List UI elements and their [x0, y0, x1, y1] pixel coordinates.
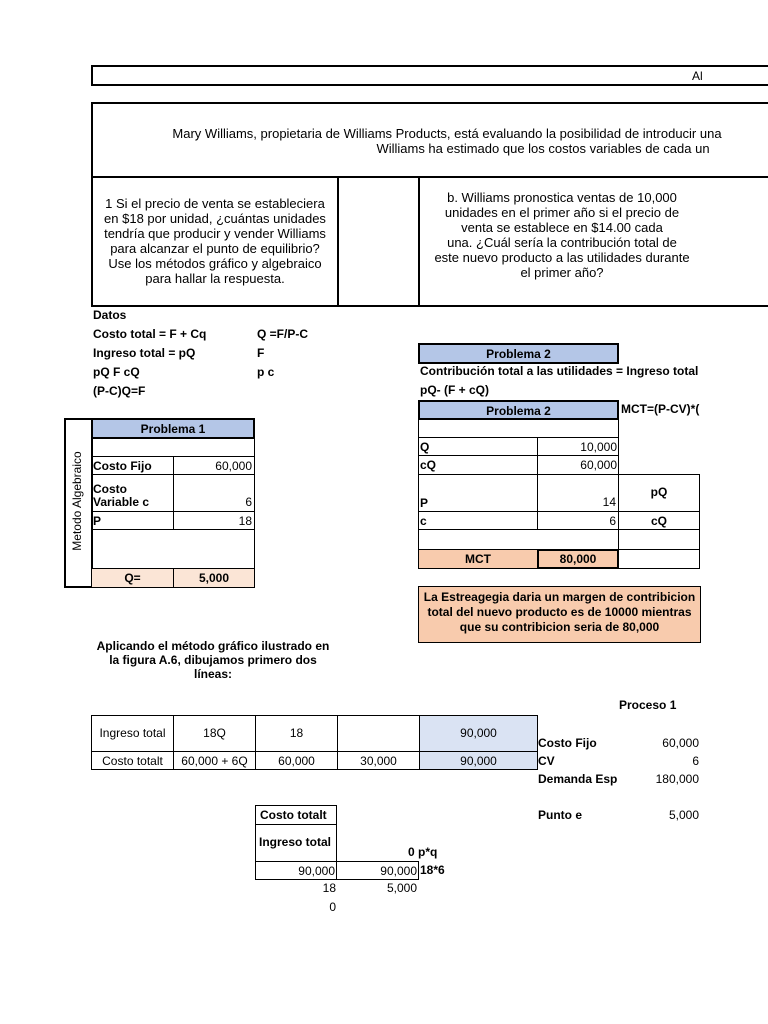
problema2b-p-label-cell: P — [418, 474, 538, 512]
bottom-v2-cell: 90,000 — [336, 861, 419, 880]
lineas-r1-c5: 90,000 — [419, 715, 538, 752]
problema1-q: 5,000 — [198, 571, 230, 585]
punto-label: Punto e — [538, 808, 582, 822]
bottom-v1-cell: 90,000 — [255, 861, 337, 880]
problema2b-c: 6 — [609, 514, 616, 528]
problema2b-p-cell — [537, 474, 619, 512]
problema1-p-label-cell: P — [91, 511, 174, 530]
problema1-q-label-cell: Q= — [91, 568, 174, 588]
problema2b-mct-label-cell: MCT — [418, 549, 538, 569]
metodo-label-box — [64, 418, 93, 588]
proceso-row-3-value: 180,000 — [655, 772, 699, 786]
problema2b-title: Problema 2 — [418, 400, 619, 420]
proceso-row-1-label: Costo Fijo — [538, 736, 597, 750]
question-empty-box — [337, 176, 420, 307]
problema2b-mct: 80,000 — [559, 552, 597, 566]
datos-row-1-a: Costo total = F + Cq — [93, 327, 207, 341]
proceso-title: Proceso 1 — [619, 698, 677, 712]
lineas-r2-c5: 90,000 — [419, 751, 538, 770]
lineas-r2-c3: 60,000 — [255, 751, 338, 770]
problema2b-q-cell — [537, 437, 619, 456]
lineas-r2-c2: 60,000 + 6Q — [173, 751, 256, 770]
intro-box — [91, 102, 768, 178]
side-blank-1 — [618, 529, 700, 550]
bottom-costo-cell: Costo totalt — [255, 805, 337, 825]
problema1-costo-var: 6 — [245, 495, 252, 509]
problema2b-blank-row — [418, 419, 619, 438]
problema1-blank-row — [91, 438, 255, 457]
datos-title: Datos — [93, 308, 127, 322]
problema2b-mct-cell — [537, 549, 619, 569]
question-b-text: b. Williams pronostica ventas de 10,000 unidades en el primer año si el precio de venta se establece en $14.00 cada una. ¿Cuál sería la contribución total de este nuevo producto a las utilidades durante el primer año? — [434, 190, 690, 280]
datos-row-2-a: Ingreso total = pQ — [93, 346, 196, 360]
problema2b-cq: 60,000 — [580, 458, 617, 472]
lineas-r1-c2: 18Q — [173, 715, 256, 752]
question-1-box — [91, 176, 339, 307]
contribucion-line-1: Contribución total a las utilidades = Ingreso total — [420, 364, 699, 378]
side-cq-cell: cQ — [618, 511, 700, 530]
bottom-v4: 18 — [322, 881, 336, 895]
datos-row-2-b: F — [257, 346, 265, 360]
proceso-row-2-value: 6 — [692, 754, 699, 768]
problema1-p-cell — [173, 511, 255, 530]
intro-line-1: Mary Williams, propietaria de Williams Products, está evaluando la posibilidad de introducir una — [172, 126, 722, 141]
problema2b-p: 14 — [602, 495, 616, 509]
problema2b-cq-cell — [537, 455, 619, 475]
proceso-row-3-label: Demanda Esp — [538, 772, 618, 786]
bottom-ingreso-cell: Ingreso total — [255, 824, 337, 862]
bottom-opq: 0 p*q — [408, 845, 438, 859]
datos-row-1-b: Q =F/P-C — [257, 327, 309, 341]
problema2b-formula: MCT=(P-CV)*( — [621, 402, 700, 416]
problema2a-title: Problema 2 — [418, 343, 619, 364]
problema2b-c-cell — [537, 511, 619, 530]
problema1-costo-var-cell — [173, 474, 255, 512]
note-text: La Estreagegia daria un margen de contribicion total del nuevo producto es de 10000 mientras que su contribicion seria de 80,000 — [423, 590, 696, 634]
problema2b-q: 10,000 — [580, 440, 617, 454]
problema1-p: 18 — [238, 514, 252, 528]
side-blank-2 — [618, 549, 700, 569]
question-1-text: 1 Si el precio de venta se estableciera en $18 por unidad, ¿cuántas unidades tendría que producir y vender Williams para alcanzar el punto de equilibrio? Use los métodos gráfico y algebraico para hallar la respuesta. — [104, 196, 326, 286]
proceso-row-1-value: 60,000 — [662, 736, 699, 750]
problema1-costo-fijo-label: Costo Fijo — [93, 459, 152, 473]
lineas-r1-c1: Ingreso total — [91, 715, 174, 752]
bottom-v6: 0 — [329, 900, 336, 914]
side-pq-cell: pQ — [618, 474, 700, 512]
lineas-r1-c3: 18 — [255, 715, 338, 752]
problema2b-blank-area — [418, 529, 619, 550]
problema1-q-cell — [173, 568, 255, 588]
problema2b-cq-label-cell: cQ — [418, 455, 538, 475]
problema1-costo-fijo-cell — [173, 456, 255, 475]
problema1-costo-fijo-label-cell — [91, 456, 174, 475]
metodo-label: Metodo Algebraico — [70, 451, 84, 551]
header-title: Al — [692, 69, 703, 83]
lineas-r1-c4 — [337, 715, 420, 752]
problema1-costo-var-label-cell: Costo Variable c — [91, 474, 174, 512]
note-box — [418, 586, 701, 643]
header-bar — [91, 65, 768, 86]
contribucion-line-2: pQ- (F + cQ) — [420, 383, 489, 397]
question-b-box — [418, 176, 768, 307]
lineas-r2-c4: 30,000 — [337, 751, 420, 770]
problema1-title: Problema 1 — [91, 418, 255, 439]
problema1-costo-fijo: 60,000 — [215, 459, 252, 473]
lineas-r2-c1: Costo totalt — [91, 751, 174, 770]
problema1-blank-area — [91, 529, 255, 569]
bottom-v3: 18*6 — [420, 863, 445, 877]
problema2b-q-label-cell: Q — [418, 437, 538, 456]
datos-row-4-a: (P-C)Q=F — [93, 384, 146, 398]
problema2b-c-label-cell: c — [418, 511, 538, 530]
bottom-v5: 5,000 — [386, 881, 417, 895]
grafico-text: Aplicando el método gráfico ilustrado en la figura A.6, dibujamos primero dos líneas: — [96, 639, 330, 681]
punto-value: 5,000 — [668, 808, 699, 822]
datos-row-3-a: pQ F cQ — [93, 365, 140, 379]
intro-line-2: Williams ha estimado que los costos variables de cada un — [376, 141, 710, 156]
datos-row-3-b: p c — [257, 365, 275, 379]
proceso-row-2-label: CV — [538, 754, 555, 768]
